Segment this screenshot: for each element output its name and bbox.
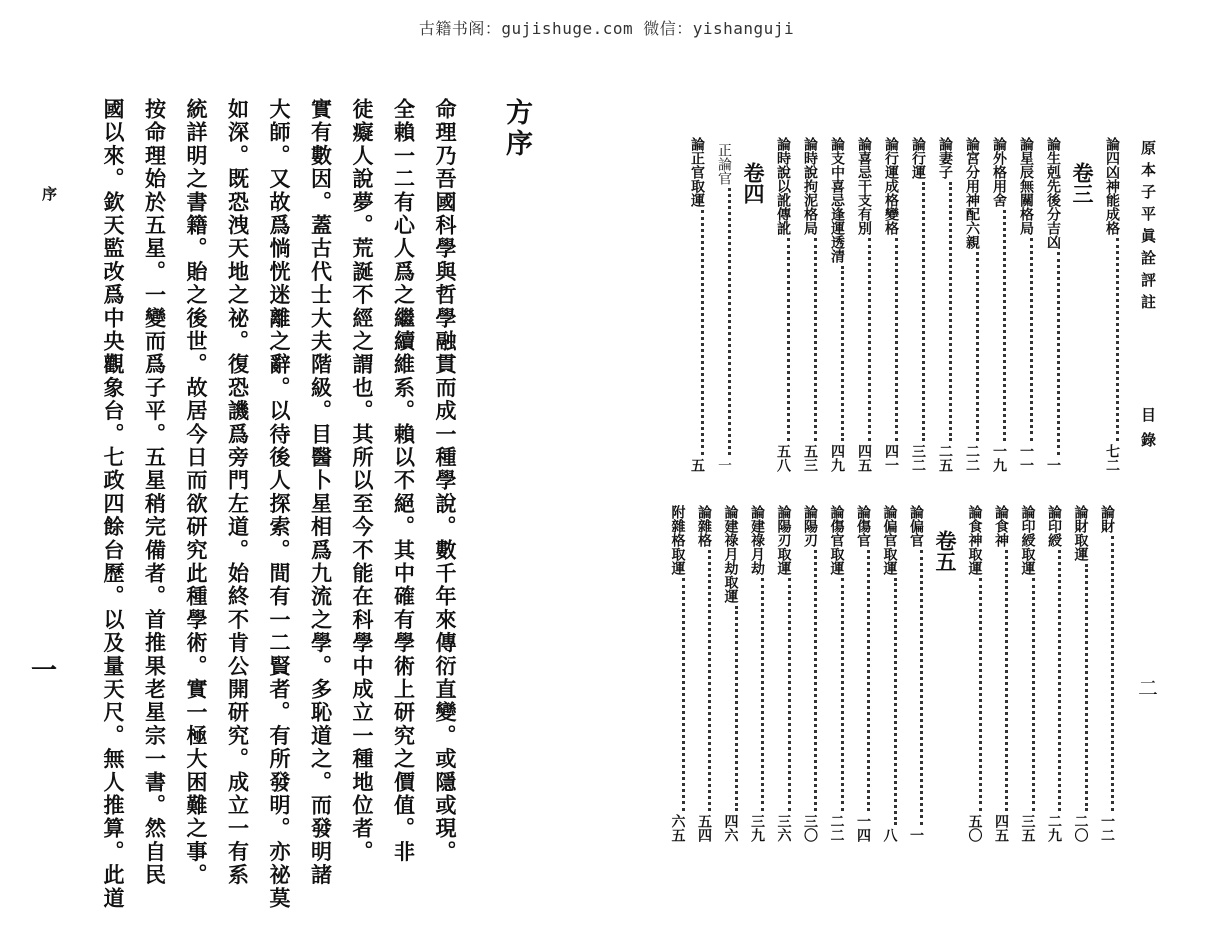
dot-leader <box>1116 238 1119 441</box>
toc-entry-title: 論時說以訛傳訛 <box>775 137 791 235</box>
dot-leader <box>1085 564 1088 811</box>
toc-entry-page: 一四 <box>855 814 871 842</box>
dot-leader <box>922 182 925 441</box>
dot-leader <box>787 238 790 441</box>
toc-entry-page: 四一 <box>883 444 899 472</box>
toc-volume-heading: 卷三 <box>1070 162 1095 204</box>
toc-entry-title: 論傷官取運 <box>828 505 845 575</box>
dot-leader <box>841 266 844 441</box>
toc-entry <box>1019 137 1033 472</box>
preface-column: 徒癡人說夢。荒誕不經之謂也。其所以至今不能在科學中成立一種地位者。 <box>350 98 375 864</box>
toc-entry <box>1074 505 1088 842</box>
page-label: 序 <box>40 186 58 201</box>
toc-entry-page: 二二 <box>964 444 980 472</box>
page-number-left: 一 <box>31 656 58 686</box>
toc-entry <box>965 137 979 472</box>
preface-column: 實有數因。蓋古代士大夫階級。目醫卜星相爲九流之學。多恥道之。而發明諸 <box>308 98 334 887</box>
toc-entry-title: 論財 <box>1099 505 1115 533</box>
toc-entry-title: 論食神 <box>993 505 1009 547</box>
toc-entry-page: 一一 <box>1018 444 1034 472</box>
toc-entry <box>750 505 764 842</box>
preface-title: 方序 <box>501 98 532 160</box>
toc-entry-title: 論妻子 <box>937 137 953 179</box>
toc-entry <box>830 505 844 842</box>
toc-entry-page: 三二 <box>910 444 926 472</box>
toc-entry-page: 一 <box>1045 458 1061 472</box>
toc-volume-heading: 卷四 <box>741 162 766 204</box>
toc-entry-page: 一 <box>716 458 732 472</box>
toc-entry <box>884 137 898 472</box>
toc-entry-title: 論星辰無關格局 <box>1018 137 1034 235</box>
book-title: 原本子平眞詮評註 <box>1139 140 1157 316</box>
toc-entry-title: 論財取運 <box>1072 505 1089 561</box>
dot-leader <box>761 578 764 811</box>
toc-entry <box>1021 505 1035 842</box>
toc-entry-title: 論雜格 <box>696 505 712 547</box>
toc-entry <box>717 143 731 472</box>
toc-entry-title: 論食神取運 <box>966 505 983 575</box>
dot-leader <box>735 606 738 811</box>
toc-entry-page: 五〇 <box>966 814 983 842</box>
preface-column: 統詳明之書籍。貽之後世。故居今日而欲研究此種學術。實一極大困難之事。 <box>184 98 209 887</box>
toc-entry <box>724 505 738 842</box>
toc-entry-page: 一九 <box>991 444 1007 472</box>
toc-entry-title: 論正官取運 <box>689 137 705 207</box>
toc-entry-title: 論時說拘泥格局 <box>802 137 818 235</box>
toc-entry <box>968 505 982 842</box>
toc-entry-page: 五三 <box>802 444 818 472</box>
toc-title: 目錄 <box>1139 407 1157 457</box>
toc-entry <box>671 505 685 842</box>
dot-leader <box>1111 536 1114 811</box>
toc-entry-page: 三五 <box>1019 814 1036 842</box>
preface-column: 如深。既恐洩天地之祕。復恐譏爲旁門左道。始終不肯公開研究。成立一有系 <box>225 98 251 887</box>
dot-leader <box>867 550 870 811</box>
preface-column: 全賴一二有心人爲之繼續維系。賴以不絕。其中確有學術上研究之價值。非 <box>391 98 417 864</box>
toc-entry-title: 論建祿月劫取運 <box>722 505 739 603</box>
preface-column: 命理乃吾國科學與哲學融貫而成一種學說。數千年來傳衍直變。或隱或現。 <box>433 98 458 864</box>
dot-leader <box>708 550 711 811</box>
dot-leader <box>1030 238 1033 441</box>
toc-entry <box>690 137 704 472</box>
site-watermark-banner: 古籍书阁：gujishuge.com 微信：yishanguji <box>418 19 795 38</box>
dot-leader <box>814 238 817 441</box>
preface-column: 國以來。欽天監改爲中央觀象台。七政四餘台歷。以及量天尺。無人推算。此道 <box>101 98 126 910</box>
toc-entry-title: 論偏官 <box>908 505 924 547</box>
toc-entry-page: 七二 <box>1104 444 1120 472</box>
toc-entry-page: 四六 <box>722 814 739 842</box>
dot-leader <box>868 238 871 441</box>
toc-entry-title: 論宮分用神配六親 <box>964 137 980 249</box>
toc-entry <box>909 505 923 842</box>
toc-entry-page: 二九 <box>1046 814 1062 842</box>
toc-entry-title: 論行運成格變格 <box>883 137 899 235</box>
preface-body <box>80 98 470 910</box>
toc-entry-title: 論生剋先後分吉凶 <box>1045 137 1061 249</box>
toc-entry-page: 二五 <box>937 444 953 472</box>
toc-entry-title: 論陽刃取運 <box>775 505 792 575</box>
dot-leader <box>894 578 897 825</box>
dot-leader <box>728 188 731 455</box>
toc-entry-title: 論四凶神能成格 <box>1104 137 1120 235</box>
toc-entry-page: 二〇 <box>1072 814 1089 842</box>
toc-entry <box>803 505 817 842</box>
dot-leader <box>976 252 979 441</box>
toc-entry <box>938 137 952 472</box>
toc-entry-title: 論印綬 <box>1046 505 1062 547</box>
toc-entry-page: 五四 <box>696 814 712 842</box>
dot-leader <box>701 210 704 455</box>
toc-entry <box>697 505 711 842</box>
toc-entry-page: 一二 <box>1099 814 1115 842</box>
dot-leader <box>979 578 982 811</box>
toc-entry-page: 三〇 <box>802 814 818 842</box>
toc-entry-page: 五 <box>689 458 705 472</box>
toc-entry <box>1047 505 1061 842</box>
toc-entry <box>911 137 925 472</box>
toc-entry-page: 四九 <box>829 444 845 472</box>
toc-entry-title: 論行運 <box>910 137 926 179</box>
toc-entry <box>856 505 870 842</box>
dot-leader <box>895 238 898 441</box>
toc-entry-page: 三九 <box>749 814 765 842</box>
toc-entry <box>830 137 844 472</box>
toc-entry-title: 論外格用舍 <box>991 137 1007 207</box>
toc-entry-title: 論偏官取運 <box>881 505 898 575</box>
toc-entry <box>992 137 1006 472</box>
toc-entry-title: 論傷官 <box>855 505 871 547</box>
page-number-right: 二 <box>1138 676 1158 700</box>
toc-entry <box>1100 505 1114 842</box>
dot-leader <box>1003 210 1006 441</box>
dot-leader <box>788 578 791 811</box>
preface-column: 按命理始於五星。一變而爲子平。五星稍完備者。首推果老星宗一書。然自民 <box>142 98 168 887</box>
preface-column: 大師。又故爲惝恍迷離之辭。以待後人探索。間有一二賢者。有所發明。亦祕莫 <box>267 98 292 910</box>
toc-entry-title: 附雜格取運 <box>669 505 686 575</box>
toc-entry <box>883 505 897 842</box>
toc-entry-page: 三六 <box>775 814 792 842</box>
dot-leader <box>949 182 952 441</box>
toc-entry <box>803 137 817 472</box>
toc-entry-page: 四五 <box>993 814 1009 842</box>
dot-leader <box>1058 550 1061 811</box>
toc-entry-page: 六五 <box>669 814 686 842</box>
toc-entry <box>776 137 790 472</box>
dot-leader <box>1032 578 1035 811</box>
dot-leader <box>1057 252 1060 455</box>
toc-entry-title: 論建祿月劫 <box>749 505 765 575</box>
toc-entry-title: 論支中喜忌逢運透清 <box>829 137 845 263</box>
toc-entry <box>994 505 1008 842</box>
toc-entry-page: 一 <box>908 828 924 842</box>
toc-entry-page: 八 <box>881 828 898 842</box>
toc-entry <box>1105 137 1119 472</box>
toc-volume-heading: 卷五 <box>933 530 958 572</box>
dot-leader <box>920 550 923 825</box>
toc-entry <box>857 137 871 472</box>
toc-entry <box>777 505 791 842</box>
dot-leader <box>1005 550 1008 811</box>
toc-entry-title: 論喜忌干支有別 <box>856 137 872 235</box>
toc-entry-page: 五八 <box>775 444 791 472</box>
dot-leader <box>682 578 685 811</box>
toc-entry-page: 二二 <box>828 814 845 842</box>
toc-entry-title: 正論官 <box>716 143 732 185</box>
toc-entry-title: 論陽刃 <box>802 505 818 547</box>
dot-leader <box>841 578 844 811</box>
toc-entry <box>1046 137 1060 472</box>
toc-entry-page: 四五 <box>856 444 872 472</box>
dot-leader <box>814 550 817 811</box>
toc-entry-title: 論印綬取運 <box>1019 505 1036 575</box>
